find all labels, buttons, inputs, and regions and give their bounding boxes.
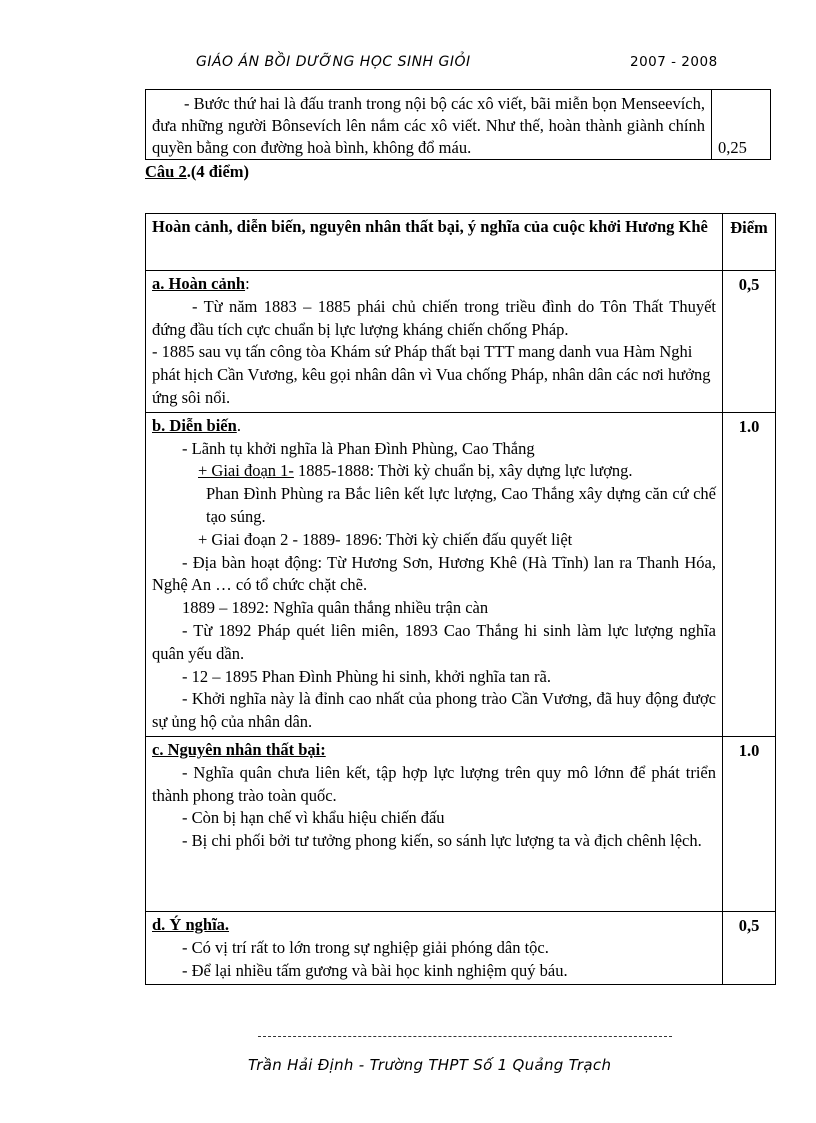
header-title: GIÁO ÁN BỒI DƯỠNG HỌC SINH GIỎI (196, 54, 471, 70)
section-d-line: - Có vị trí rất to lớn trong sự nghiệp giải phóng dân tộc. (182, 937, 549, 957)
section-b-row (146, 412, 776, 736)
page-footer: Trần Hải Định - Trường THPT Số 1 Quảng Trạch (248, 1056, 612, 1074)
question-points: .(4 điểm) (186, 162, 250, 181)
continuation-text: - Bước thứ hai là đấu tranh trong nội bộ các xô viết, bãi miễn bọn Menseevích, đưa những người Bônsevích lên nắm các xô viết. Như thế, hoàn thành giành chính quyền bằng con đường hoà bình, không đổ máu. (146, 90, 712, 160)
section-b-line: - Từ 1892 Pháp quét liên miên, 1893 Cao Thắng hi sinh làm lực lượng nghĩa quân yếu dần. (152, 620, 716, 663)
section-a-score: 0,5 (723, 271, 776, 413)
section-c-line: - Còn bị hạn chế vì khẩu hiệu chiến đấu (182, 808, 445, 828)
section-b-line: 1889 – 1892: Nghĩa quân thắng nhiều trận càn (182, 598, 489, 618)
section-a-line: - Từ năm 1883 – 1885 phái chủ chiến trong triều đình do Tôn Thất Thuyết đứng đầu tích cực chuẩn bị lực lượng kháng chiến chống Pháp. (152, 296, 716, 339)
section-b-content: b. Diễn biến. - Lãnh tụ khởi nghĩa là Phan Đình Phùng, Cao Thắng + Giai đoạn 1- 1885-1888: Thời kỳ chuẩn bị, xây dựng lực lượng. Phan Đình Phùng ra Bắc liên kết lực lượng, Cao Thắng xây dựng căn cứ chế tạo súng. + Giai đoạn 2 - 1889- 1896: Thời kỳ chiến đấu quyết liệt - Địa bàn hoạt động: Từ Hương Sơn, Hương Khê (Hà Tĩnh) lan ra Thanh Hóa, Nghệ An … có tổ chức chặt chẽ. 1889 – 1892: Nghĩa quân thắng nhiều trận càn - Từ 1892 Pháp quét liên miên, 1893 Cao Thắng hi sinh làm lực lượng nghĩa quân yếu dần. - 12 – 1895 Phan Đình Phùng hi sinh, khởi nghĩa tan rã. - Khởi nghĩa này là đỉnh cao nhất của phong trào Cần Vương, đã huy động được sự ủng hộ của nhân dân. (146, 412, 723, 736)
section-d-line: - Để lại nhiều tấm gương và bài học kinh nghiệm quý báu. (182, 960, 568, 980)
page-header (196, 54, 726, 76)
section-a-title: a. Hoàn cảnh (152, 274, 246, 293)
table-header-row (146, 214, 776, 271)
section-c-content (146, 736, 723, 911)
section-c-title: c. Nguyên nhân thất bại: (152, 739, 326, 759)
continuation-table (145, 89, 771, 160)
question-label: Câu 2 (145, 162, 187, 181)
section-b-line: - Địa bàn hoạt động: Từ Hương Sơn, Hương Khê (Hà Tĩnh) lan ra Thanh Hóa, Nghệ An … có tổ chức chặt chẽ. (152, 552, 716, 595)
question-heading (145, 162, 249, 182)
section-c-line: - Nghĩa quân chưa liên kết, tập hợp lực lượng trên quy mô lớnn để phát triển thành phong trào toàn quốc. (152, 762, 716, 805)
footer-divider (258, 1036, 672, 1037)
section-a-line: - 1885 sau vụ tấn công tòa Khám sứ Pháp thất bại TTT mang danh vua Hàm Nghi phát hịch Cần Vương, kêu gọi nhân dân vì Vua chống Pháp, nhân dân các nơi hưởng ứng sôi nổi. (152, 342, 711, 407)
section-b-line: - Lãnh tụ khởi nghĩa là Phan Đình Phùng, Cao Thắng (182, 438, 535, 458)
section-b-line: - 12 – 1895 Phan Đình Phùng hi sinh, khởi nghĩa tan rã. (182, 666, 551, 686)
table-row (146, 90, 771, 160)
table-header-score: Điểm (723, 214, 776, 271)
table-header-title: Hoàn cảnh, diễn biến, nguyên nhân thất bại, ý nghĩa của cuộc khởi Hương Khê (146, 214, 723, 271)
section-a-content: a. Hoàn cảnh: - Từ năm 1883 – 1885 phái chủ chiến trong triều đình do Tôn Thất Thuyết đứng đầu tích cực chuẩn bị lực lượng kháng chiến chống Pháp. - 1885 sau vụ tấn công tòa Khám sứ Pháp thất bại TTT mang danh vua Hàm Nghi phát hịch Cần Vương, kêu gọi nhân dân vì Vua chống Pháp, nhân dân các nơi hưởng ứng sôi nổi. (146, 271, 723, 413)
continuation-score: 0,25 (712, 90, 771, 160)
section-b-score: 1.0 (723, 412, 776, 736)
answer-table (145, 213, 776, 985)
section-d-content (146, 911, 723, 984)
section-c-row (146, 736, 776, 911)
section-a-row (146, 271, 776, 413)
section-b-line: - Khởi nghĩa này là đỉnh cao nhất của phong trào Cần Vương, đã huy động được sự ủng hộ của nhân dân. (152, 689, 716, 732)
section-b-title: b. Diễn biến (152, 415, 237, 435)
section-b-line: Phan Đình Phùng ra Bắc liên kết lực lượng, Cao Thắng xây dựng căn cứ chế tạo súng. (206, 484, 716, 526)
header-year: 2007 - 2008 (630, 54, 718, 70)
section-c-score: 1.0 (723, 736, 776, 911)
section-b-line: + Giai đoạn 1- 1885-1888: Thời kỳ chuẩn bị, xây dựng lực lượng. (198, 461, 633, 481)
section-d-row (146, 911, 776, 984)
section-d-score: 0,5 (723, 911, 776, 984)
section-d-title: d. Ý nghĩa. (152, 914, 230, 934)
section-c-line: - Bị chi phối bởi tư tưởng phong kiến, so sánh lực lượng ta và địch chênh lệch. (182, 831, 702, 851)
section-b-line: + Giai đoạn 2 - 1889- 1896: Thời kỳ chiến đấu quyết liệt (198, 529, 573, 549)
